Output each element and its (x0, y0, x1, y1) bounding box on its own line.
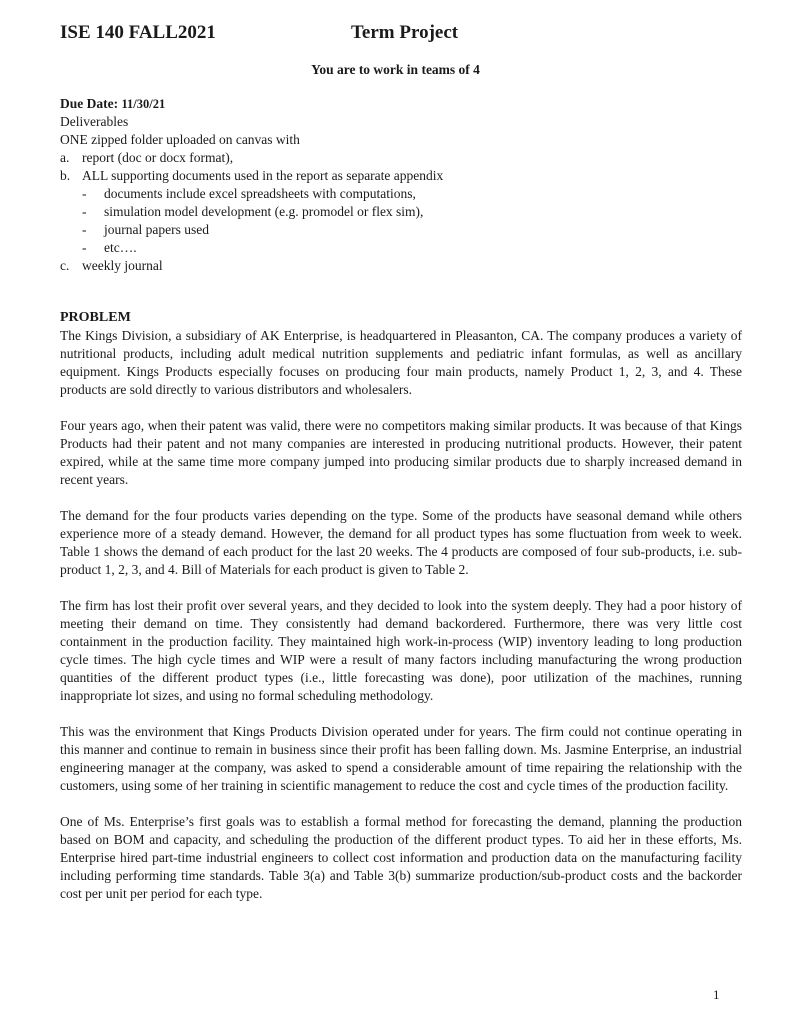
course-title: ISE 140 FALL2021 (60, 22, 216, 43)
due-date-label: Due Date: (60, 96, 119, 111)
sub-list-item (82, 239, 740, 257)
sub-list-item (82, 185, 740, 203)
problem-paragraph: The demand for the four products varies depending on the type. Some of the products have seasonal demand while others experience more of a steady demand. However, the demand for all product types has some fluctuation from week to week. Table 1 shows the demand of each product for the last 20 weeks. The 4 products are composed of four sub-products, i.e. sub-product 1, 2, 3, and 4. Bill of Materials for each product is given to Table 2. (60, 508, 742, 577)
problem-paragraph: Four years ago, when their patent was valid, there were no competitors making similar products. It was because of that Kings Products had their patent and not many companies are interested in producing nutritional products. However, their patent expired, while at the same time more company jumped into producing similar products due to sharply increased demand in recent years. (60, 418, 742, 487)
dash-marker: - (82, 186, 87, 201)
sub-list-item-text: etc…. (104, 240, 137, 255)
list-item (60, 167, 740, 257)
dash-marker: - (82, 222, 87, 237)
document-title: Term Project (351, 22, 459, 43)
list-marker: b. (60, 168, 71, 183)
due-date-value: 11/30/21 (121, 97, 166, 111)
problem-heading: PROBLEM (60, 310, 131, 325)
dash-marker: - (82, 240, 87, 255)
problem-section (60, 309, 742, 921)
sub-list-item-text: simulation model development (e.g. promodel or flex sim), (104, 204, 424, 219)
list-marker: c. (60, 258, 70, 273)
deliverables-intro: ONE zipped folder uploaded on canvas with (60, 132, 300, 147)
list-item-text: weekly journal (82, 258, 163, 273)
due-section (60, 95, 740, 275)
sub-list-item (82, 221, 740, 239)
sub-list-item (82, 203, 740, 221)
deliverables-list (60, 149, 740, 275)
list-item (60, 257, 740, 275)
list-marker: a. (60, 150, 70, 165)
page-number: 1 (713, 987, 720, 1002)
due-date-line (60, 95, 740, 113)
page-header (60, 22, 740, 52)
list-item-text: ALL supporting documents used in the report as separate appendix (82, 168, 444, 183)
problem-paragraph: This was the environment that Kings Products Division operated under for years. The firm could not continue operating in this manner and continue to remain in business since their profit has been falling down. Ms. Jasmine Enterprise, an industrial engineering manager at the company, was asked to spend a considerable amount of time repairing the relationship with the customers, using some of her training in scientific management to reduce the cost and cycle times of the production facility. (60, 724, 742, 793)
sub-list (82, 185, 740, 257)
problem-paragraph: The firm has lost their profit over several years, and they decided to look into the system deeply. They had a poor history of meeting their demand on time. They consistently had demand backordered. Furthermore, there was very little cost containment in the production facility. They maintained high work-in-process (WIP) inventory leading to long production cycle times. The high cycle times and WIP were a result of many factors including manufacturing the wrong production quantities of the different product types (i.e., little forecasting was done), poor utilization of the machines, running inappropriate lot sizes, and using no formal scheduling methodology. (60, 598, 742, 703)
problem-paragraph: The Kings Division, a subsidiary of AK Enterprise, is headquartered in Pleasanton, CA. The company produces a variety of nutritional products, including adult medical nutrition supplements and pediatric infant formulas, as well as ancillary equipment. Kings Products especially focuses on producing four main products, namely Product 1, 2, 3, and 4. These products are sold directly to various distributors and wholesalers. (60, 328, 742, 397)
list-item-text: report (doc or docx format), (82, 150, 234, 165)
sub-list-item-text: journal papers used (104, 222, 209, 237)
deliverables-label: Deliverables (60, 114, 129, 129)
dash-marker: - (82, 204, 87, 219)
teams-note: You are to work in teams of 4 (311, 62, 480, 77)
list-item (60, 149, 740, 167)
problem-paragraph: One of Ms. Enterprise’s first goals was to establish a formal method for forecasting the demand, planning the production based on BOM and capacity, and scheduling the production of the different product types. To aid her in these efforts, Ms. Enterprise hired part-time industrial engineers to collect cost information and production data on the manufacturing facility including performing time standards. Table 3(a) and Table 3(b) summarize production/sub-product costs and the backorder cost per unit per period for each type. (60, 814, 742, 901)
sub-list-item-text: documents include excel spreadsheets with computations, (104, 186, 416, 201)
